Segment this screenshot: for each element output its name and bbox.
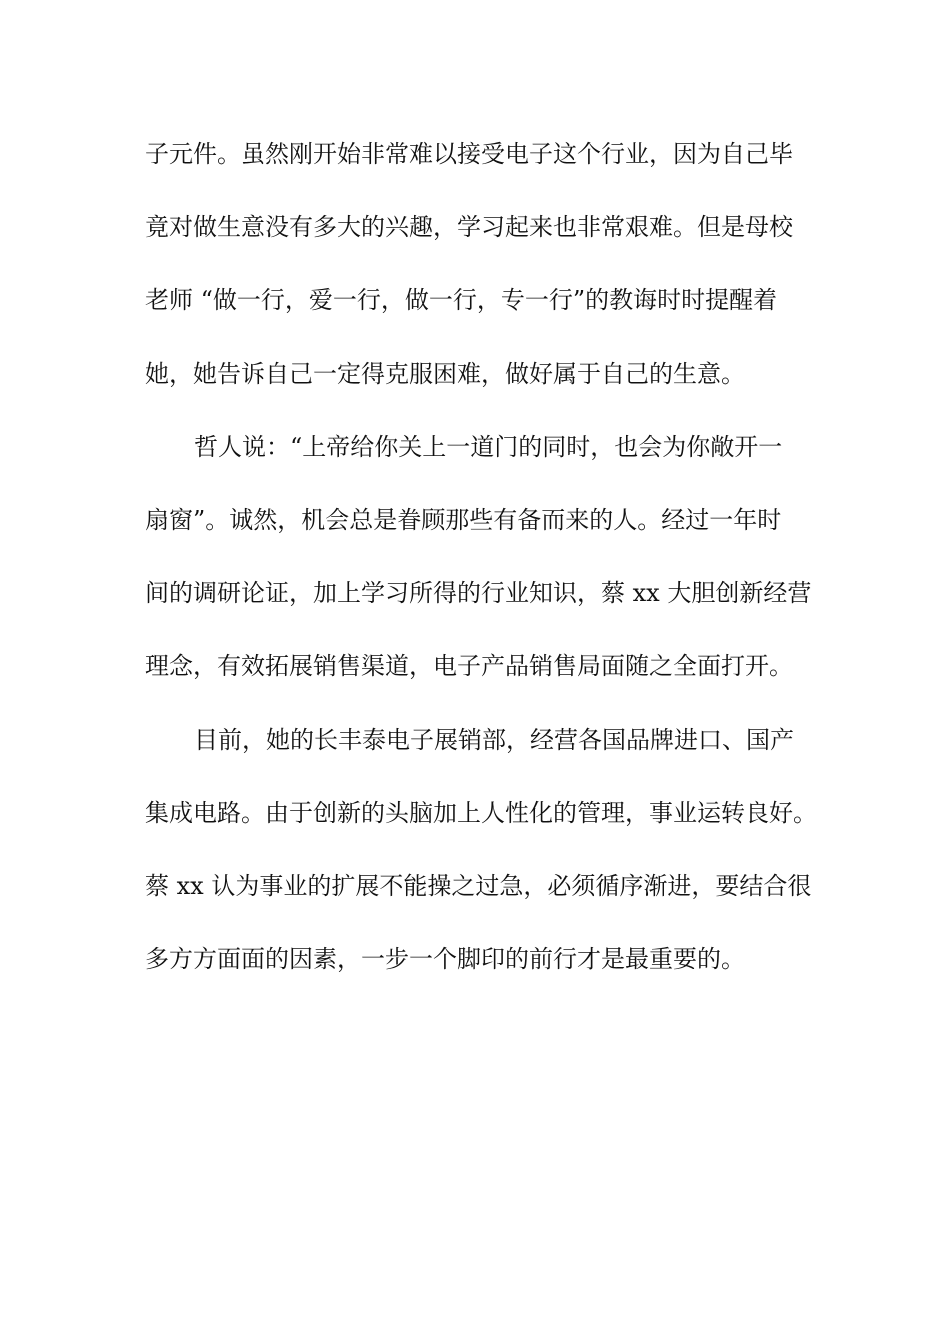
text-line: 老师 “做一行，爱一行，做一行，专一行”的教诲时时提醒着 xyxy=(145,286,778,315)
text-line: 竟对做生意没有多大的兴趣，学习起来也非常艰难。但是母校 xyxy=(145,213,793,242)
text-line: 理念，有效拓展销售渠道，电子产品销售局面随之全面打开。 xyxy=(145,652,793,681)
text-line: 多方方面面的因素，一步一个脚印的前行才是最重要的。 xyxy=(145,945,745,974)
text-line: 蔡 xx 认为事业的扩展不能操之过急，必须循序渐进，要结合很 xyxy=(145,871,812,900)
paragraph-start-line: 目前，她的长丰泰电子展销部，经营各国品牌进口、国产 xyxy=(194,725,794,754)
text-line: 扇窗”。诚然，机会总是眷顾那些有备而来的人。经过一年时 xyxy=(145,505,782,534)
paragraph-start-line: 哲人说：“上帝给你关上一道门的同时，也会为你敞开一 xyxy=(194,432,783,461)
body-text xyxy=(145,128,845,1006)
text-line: 间的调研论证，加上学习所得的行业知识，蔡 xx 大胆创新经营 xyxy=(145,579,812,608)
text-line: 子元件。虽然刚开始非常难以接受电子这个行业，因为自己毕 xyxy=(145,140,793,168)
text-line: 她，她告诉自己一定得克服困难，做好属于自己的生意。 xyxy=(145,359,745,388)
text-line: 集成电路。由于创新的头脑加上人性化的管理，事业运转良好。 xyxy=(145,798,817,827)
